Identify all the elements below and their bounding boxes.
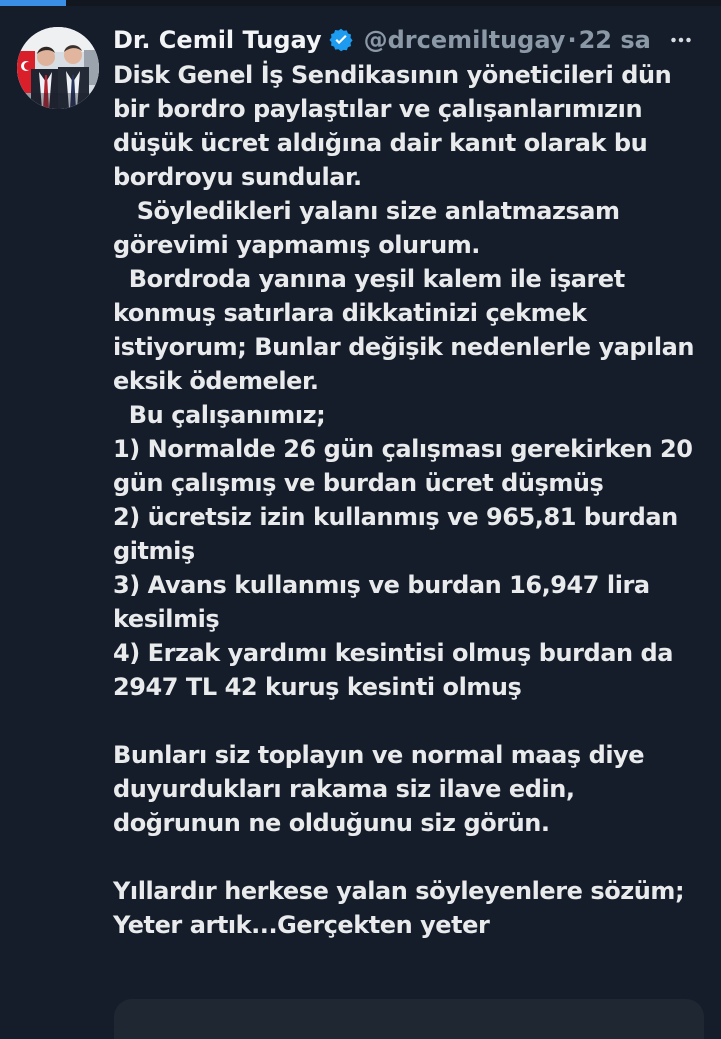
tweet-text-line: düşük ücret aldığına dair kanıt olarak bu <box>113 129 648 157</box>
tweet-text-line: bir bordro paylaştılar ve çalışanlarımızın <box>113 95 643 123</box>
meta-separator: · <box>567 26 577 54</box>
timestamp[interactable]: 22 sa <box>578 26 651 54</box>
avatar-photo <box>17 27 99 109</box>
tweet-text-line: Bu çalışanımız; <box>113 401 326 429</box>
tweet-text-line: 2947 TL 42 kuruş kesinti olmuş <box>113 673 522 701</box>
tweet-text-line: Söyledikleri yalanı size anlatmazsam <box>113 197 620 225</box>
tweet-text-line: duyurdukları rakama siz ilave edin, <box>113 775 575 803</box>
tweet-text-line: gün çalışmış ve burdan ücret düşmüş <box>113 469 604 497</box>
tweet-text-line: görevimi yapmamış olurum. <box>113 231 480 259</box>
tweet-text-line: Yeter artık...Gerçekten yeter <box>113 911 490 939</box>
tweet-text-line: konmuş satırlara dikkatinizi çekmek <box>113 299 587 327</box>
tweet-text-line: Disk Genel İş Sendikasının yöneticileri dün <box>113 61 672 89</box>
more-button[interactable] <box>661 21 701 59</box>
tweet-text-line: Bunları siz toplayın ve normal maaş diye <box>113 741 645 769</box>
tweet-text-line: Bordroda yanına yeşil kalem ile işaret <box>113 265 625 293</box>
verified-badge-icon <box>328 27 354 53</box>
tweet-text-line: 1) Normalde 26 gün çalışması gerekirken 20 <box>113 435 693 463</box>
tweet-text-line <box>113 840 709 874</box>
tweet-text <box>113 58 709 942</box>
tweet-text-line: doğrunun ne olduğunu siz görün. <box>113 809 550 837</box>
tweet-text-line: bordroyu sundular. <box>113 163 362 191</box>
tweet-text-line: istiyorum; Bunlar değişik nedenlerle yapılan <box>113 333 695 361</box>
tweet-text-line: eksik ödemeler. <box>113 367 319 395</box>
avatar[interactable] <box>17 27 99 109</box>
author-handle[interactable]: @drcemiltugay <box>363 26 566 54</box>
tweet-text-line: Yıllardır herkese yalan söyleyenlere sözüm; <box>113 877 685 905</box>
tweet-text-line: gitmiş <box>113 537 195 565</box>
attached-media-card[interactable] <box>114 999 704 1039</box>
tweet-text-line: 3) Avans kullanmış ve burdan 16,947 lira <box>113 571 650 599</box>
more-horizontal-icon <box>666 25 696 55</box>
author-name[interactable]: Dr. Cemil Tugay <box>113 26 322 54</box>
tweet-text-line: 4) Erzak yardımı kesintisi olmuş burdan da <box>113 639 674 667</box>
tweet-text-line <box>113 704 709 738</box>
tweet-text-line: kesilmiş <box>113 605 220 633</box>
tweet-text-line: 2) ücretsiz izin kullanmış ve 965,81 burdan <box>113 503 678 531</box>
tweet-header <box>113 20 709 60</box>
